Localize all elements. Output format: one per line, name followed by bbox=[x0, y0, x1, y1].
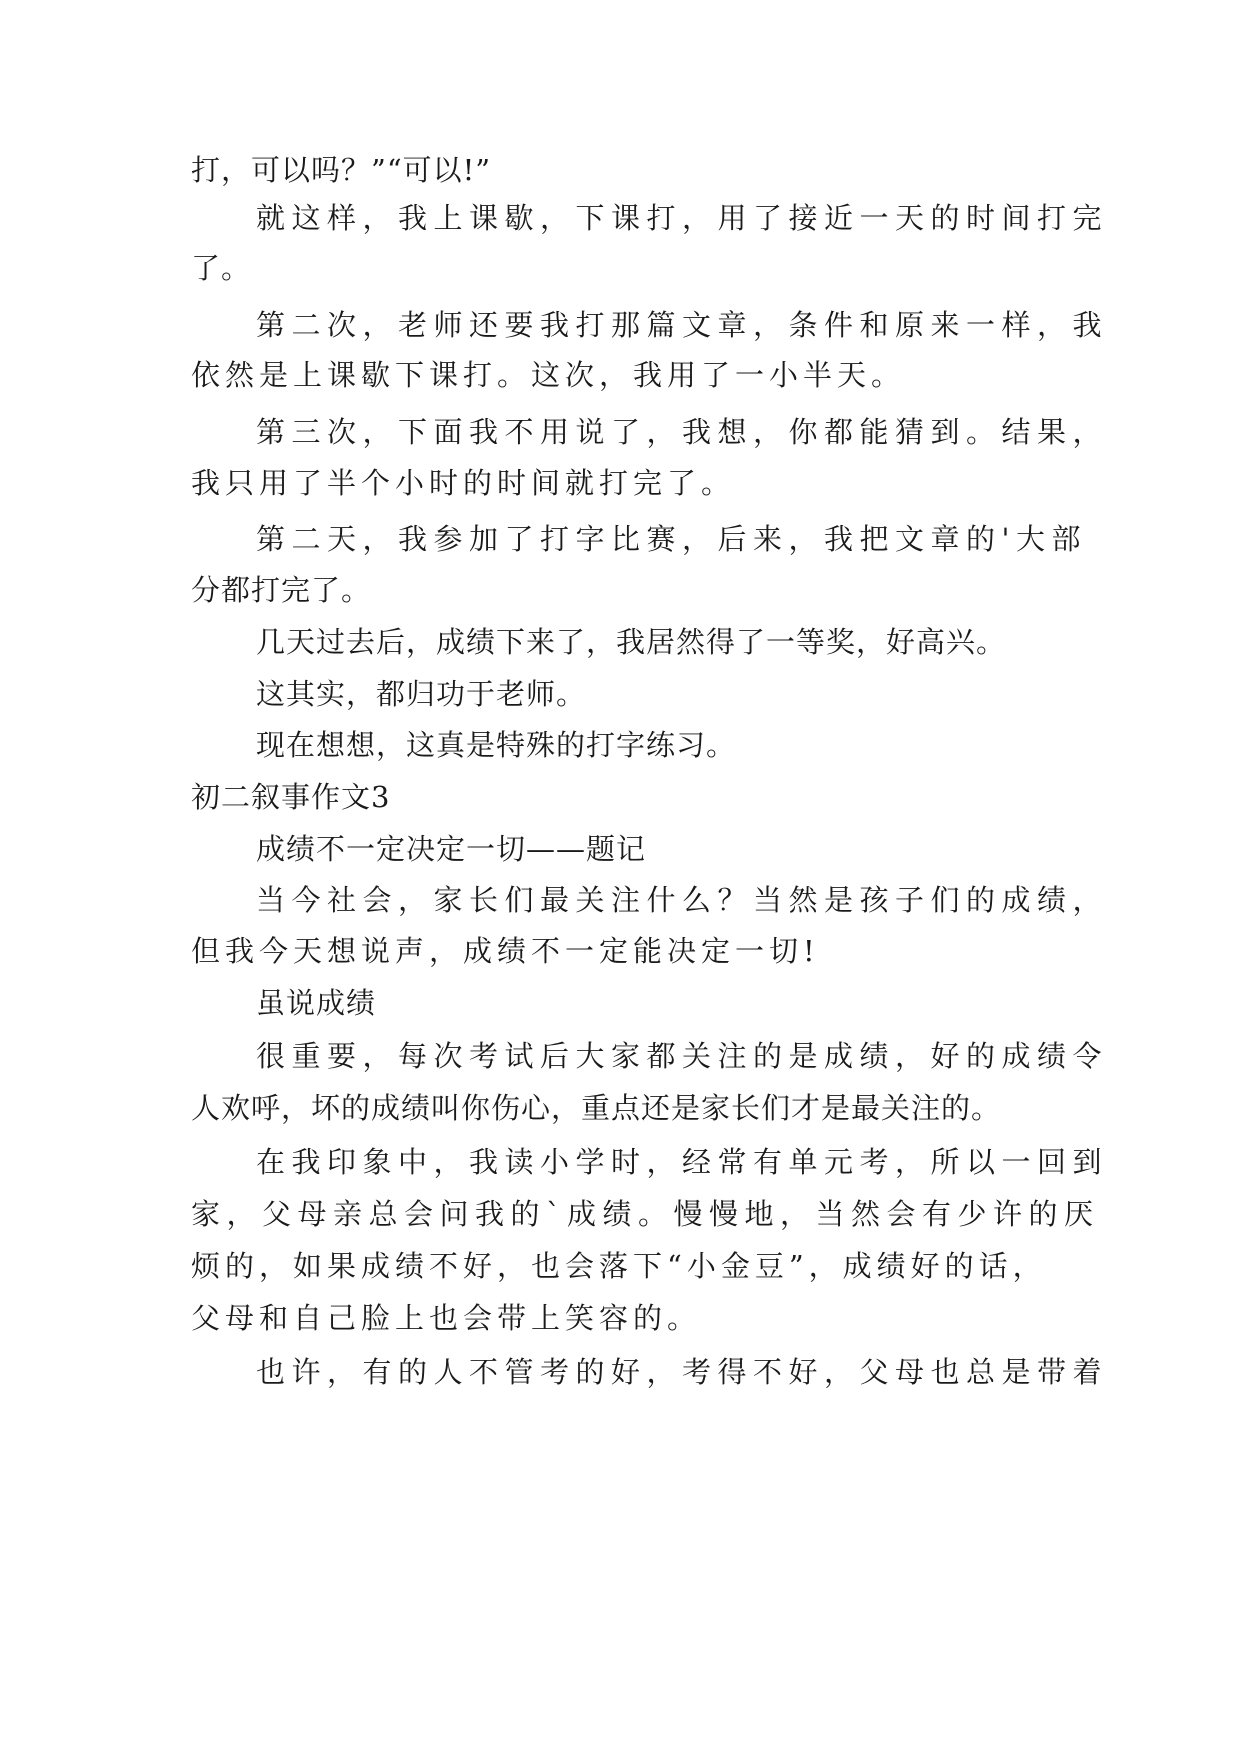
text-line: 现在想想，这真是特殊的打字练习。 bbox=[256, 728, 737, 762]
text-line: 第三次，下面我不用说了，我想，你都能猜到。结果， bbox=[256, 415, 1109, 449]
text-line: 家，父母亲总会问我的`成绩。慢慢地，当然会有少许的厌 bbox=[191, 1197, 1100, 1231]
text-line: 这其实，都归功于老师。 bbox=[256, 677, 587, 711]
text-line: 成绩不一定决定一切——题记 bbox=[256, 832, 647, 866]
text-line: 虽说成绩 bbox=[256, 986, 377, 1020]
text-line: 打，可以吗？”“可以!” bbox=[191, 153, 492, 187]
text-line: 也许，有的人不管考的好，考得不好，父母也总是带着 bbox=[256, 1355, 1109, 1389]
text-line: 烦的，如果成绩不好，也会落下“小金豆”，成绩好的话， bbox=[191, 1249, 1047, 1283]
text-line: 就这样，我上课歇，下课打，用了接近一天的时间打完 bbox=[256, 201, 1109, 235]
text-line: 父母和自己脸上也会带上笑容的。 bbox=[191, 1301, 702, 1335]
section-heading: 初二叙事作文3 bbox=[191, 780, 391, 814]
text-line: 第二次，老师还要我打那篇文章，条件和原来一样，我 bbox=[256, 308, 1109, 342]
text-line: 当今社会，家长们最关注什么？当然是孩子们的成绩， bbox=[256, 883, 1109, 917]
text-line: 了。 bbox=[191, 251, 252, 285]
text-line: 人欢呼，坏的成绩叫你伤心，重点还是家长们才是最关注的。 bbox=[191, 1091, 1002, 1125]
text-line: 我只用了半个小时的时间就打完了。 bbox=[191, 466, 736, 500]
text-line: 分都打完了。 bbox=[191, 573, 372, 607]
text-line: 在我印象中，我读小学时，经常有单元考，所以一回到 bbox=[256, 1145, 1109, 1179]
text-line: 但我今天想说声，成绩不一定能决定一切! bbox=[191, 934, 820, 968]
text-line: 依然是上课歇下课打。这次，我用了一小半天。 bbox=[191, 358, 906, 392]
text-line: 第二天，我参加了打字比赛，后来，我把文章的'大部 bbox=[256, 522, 1087, 556]
text-line: 很重要，每次考试后大家都关注的是成绩，好的成绩令 bbox=[256, 1039, 1109, 1073]
text-line: 几天过去后，成绩下来了，我居然得了一等奖，好高兴。 bbox=[256, 625, 1007, 659]
